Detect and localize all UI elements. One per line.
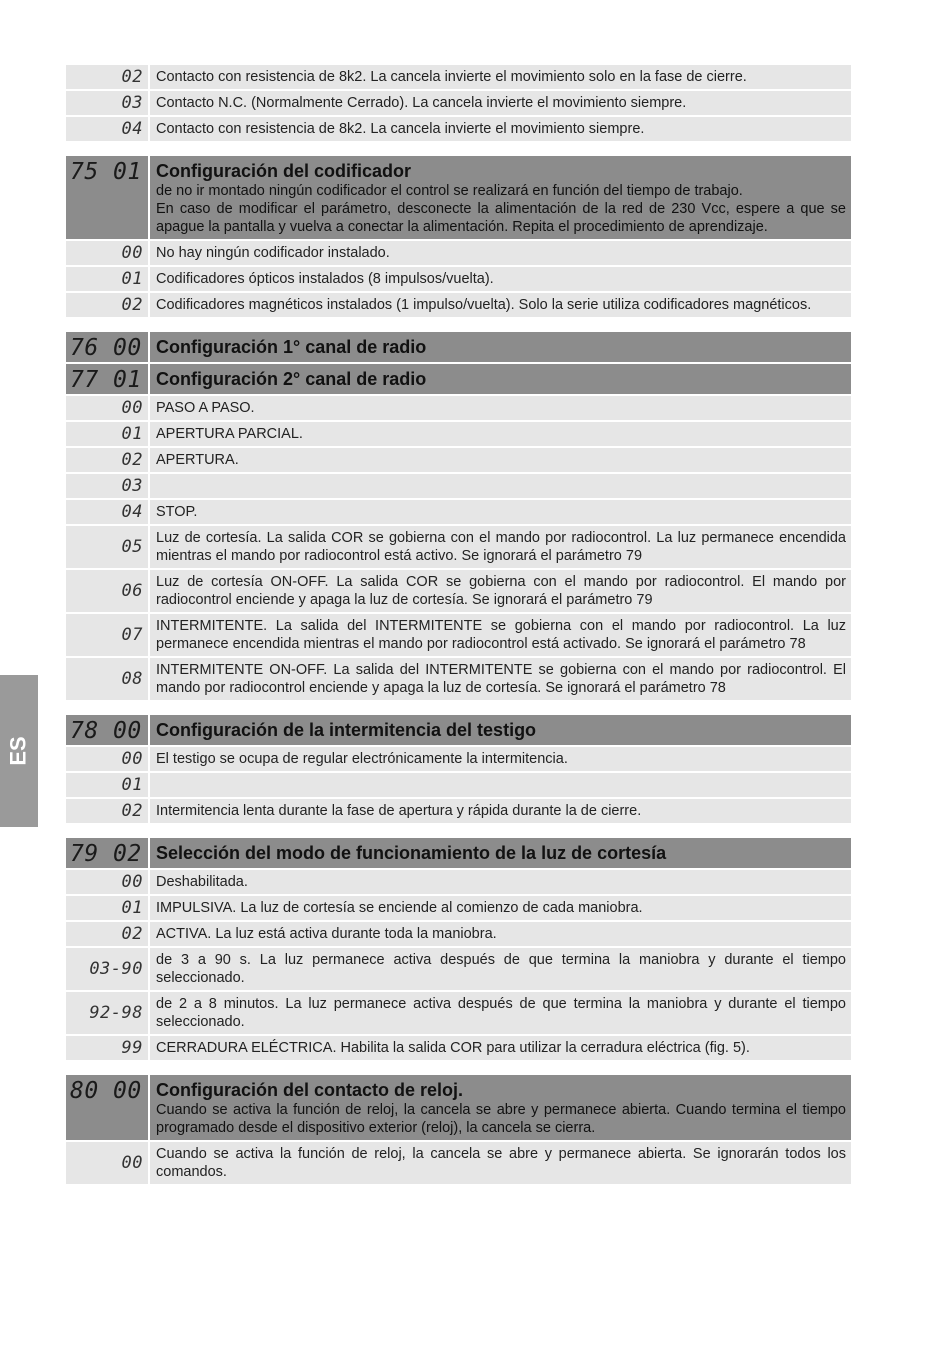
section-header [66, 1075, 851, 1140]
option-description: de 2 a 8 minutos. La luz permanece activa después de que termina la maniobra y durante el tiempo seleccionado. [150, 992, 851, 1034]
option-code: 04 [66, 500, 148, 524]
option-description: APERTURA. [150, 448, 851, 472]
option-row [66, 293, 851, 317]
section-header [66, 364, 851, 394]
option-code: 08 [66, 658, 148, 700]
section-title: Configuración del codificador [156, 161, 412, 181]
parameter-code: 77 01 [66, 364, 148, 394]
option-row [66, 570, 851, 612]
parameter-code: 79 02 [66, 838, 148, 868]
option-code: 07 [66, 614, 148, 656]
option-code: 00 [66, 870, 148, 894]
option-code: 02 [66, 799, 148, 823]
option-description: Luz de cortesía ON-OFF. La salida COR se gobierna con el mando por radiocontrol. El mando por radiocontrol enciende y apaga la luz de cortesía. Se ignorará el parámetro 79 [150, 570, 851, 612]
option-description: El testigo se ocupa de regular electrónicamente la intermitencia. [150, 747, 851, 771]
option-description: IMPULSIVA. La luz de cortesía se enciende al comienzo de cada maniobra. [150, 896, 851, 920]
option-row [66, 870, 851, 894]
parameter-table [66, 65, 851, 1186]
option-description: CERRADURA ELÉCTRICA. Habilita la salida COR para utilizar la cerradura eléctrica (fig. 5). [150, 1036, 851, 1060]
section-gap [66, 825, 851, 838]
option-row [66, 1142, 851, 1184]
parameter-code: 78 00 [66, 715, 148, 745]
section-title: Configuración del contacto de reloj. [156, 1080, 464, 1100]
option-code: 01 [66, 422, 148, 446]
parameter-code: 75 01 [66, 156, 148, 239]
header-note: de no ir montado ningún codificador el control se realizará en función del tiempo de trabajo. [156, 183, 743, 199]
option-code: 06 [66, 570, 148, 612]
option-row [66, 658, 851, 700]
option-row [66, 799, 851, 823]
option-code: 02 [66, 922, 148, 946]
option-description: Contacto con resistencia de 8k2. La cancela invierte el movimiento siempre. [150, 117, 851, 141]
section-gap [66, 702, 851, 715]
option-code: 02 [66, 65, 148, 89]
option-description: Luz de cortesía. La salida COR se gobierna con el mando por radiocontrol. La luz permanece encendida mientras el mando por radiocontrol está activo. Se ignorará el parámetro 79 [150, 526, 851, 568]
option-code: 00 [66, 241, 148, 265]
option-code: 99 [66, 1036, 148, 1060]
parameter-code: 76 00 [66, 332, 148, 362]
option-row [66, 267, 851, 291]
option-row [66, 448, 851, 472]
section-gap [66, 1062, 851, 1075]
parameter-code: 80 00 [66, 1075, 148, 1140]
header-note: En caso de modificar el parámetro, desconecte la alimentación de la red de 230 Vcc, espere a que se apague la pantalla y vuelva a conectar la alimentación. Repita el procedimiento de aprendizaje. [156, 201, 846, 235]
section-title: Configuración 1° canal de radio [156, 337, 427, 357]
option-description: PASO A PASO. [150, 396, 851, 420]
option-code: 02 [66, 293, 148, 317]
header-note: Cuando se activa la función de reloj, la cancela se abre y permanece abierta. Cuando termina el tiempo programado desde el dispositivo exterior (reloj), la cancela se cierra. [156, 1102, 846, 1136]
option-code: 02 [66, 448, 148, 472]
option-description: APERTURA PARCIAL. [150, 422, 851, 446]
option-row [66, 422, 851, 446]
option-code: 00 [66, 396, 148, 420]
section-gap [66, 319, 851, 332]
option-row [66, 65, 851, 89]
option-description: Codificadores ópticos instalados (8 impulsos/vuelta). [150, 267, 851, 291]
header-description [150, 364, 851, 394]
option-description: Codificadores magnéticos instalados (1 impulso/vuelta). Solo la serie utiliza codificadores magnéticos. [150, 293, 851, 317]
option-row [66, 474, 851, 498]
header-description [150, 156, 851, 239]
header-description [150, 838, 851, 868]
option-code: 05 [66, 526, 148, 568]
option-code: 03-90 [66, 948, 148, 990]
section-header [66, 332, 851, 362]
option-code: 03 [66, 474, 148, 498]
option-row [66, 948, 851, 990]
option-description: de 3 a 90 s. La luz permanece activa después de que termina la maniobra y durante el tiempo seleccionado. [150, 948, 851, 990]
section-gap [66, 143, 851, 156]
section-title: Selección del modo de funcionamiento de la luz de cortesía [156, 843, 667, 863]
option-description: Cuando se activa la función de reloj, la cancela se abre y permanece abierta. Se ignorarán todos los comandos. [150, 1142, 851, 1184]
option-code: 92-98 [66, 992, 148, 1034]
language-label: ES [5, 736, 31, 766]
option-row [66, 241, 851, 265]
option-description: Deshabilitada. [150, 870, 851, 894]
section-header [66, 156, 851, 239]
option-description: Contacto con resistencia de 8k2. La cancela invierte el movimiento solo en la fase de cierre. [150, 65, 851, 89]
option-code: 00 [66, 1142, 148, 1184]
option-row [66, 396, 851, 420]
option-description: Contacto N.C. (Normalmente Cerrado). La cancela invierte el movimiento siempre. [150, 91, 851, 115]
option-row [66, 500, 851, 524]
option-code: 01 [66, 267, 148, 291]
option-description: Intermitencia lenta durante la fase de apertura y rápida durante la de cierre. [150, 799, 851, 823]
option-code: 04 [66, 117, 148, 141]
option-row [66, 117, 851, 141]
option-row [66, 747, 851, 771]
option-description: No hay ningún codificador instalado. [150, 241, 851, 265]
section-header [66, 838, 851, 868]
option-row [66, 773, 851, 797]
option-code: 01 [66, 896, 148, 920]
option-description: STOP. [150, 500, 851, 524]
section-title: Configuración 2° canal de radio [156, 369, 427, 389]
option-description [150, 773, 851, 797]
header-description [150, 332, 851, 362]
section-title: Configuración de la intermitencia del testigo [156, 720, 537, 740]
option-description: INTERMITENTE. La salida del INTERMITENTE se gobierna con el mando por radiocontrol. La luz permanece encendida mientras el mando por radiocontrol está activado. Se ignorará el parámetro 78 [150, 614, 851, 656]
option-row [66, 992, 851, 1034]
option-row [66, 526, 851, 568]
option-code: 00 [66, 747, 148, 771]
option-description: INTERMITENTE ON-OFF. La salida del INTERMITENTE se gobierna con el mando por radiocontrol. El mando por radiocontrol enciende y apaga la luz de cortesía. Se ignorará el parámetro 78 [150, 658, 851, 700]
header-description [150, 715, 851, 745]
option-description [150, 474, 851, 498]
option-code: 03 [66, 91, 148, 115]
option-row [66, 614, 851, 656]
option-row [66, 896, 851, 920]
option-row [66, 922, 851, 946]
option-row [66, 91, 851, 115]
option-code: 01 [66, 773, 148, 797]
language-tab [0, 675, 38, 827]
header-description [150, 1075, 851, 1140]
option-row [66, 1036, 851, 1060]
option-description: ACTIVA. La luz está activa durante toda la maniobra. [150, 922, 851, 946]
section-header [66, 715, 851, 745]
